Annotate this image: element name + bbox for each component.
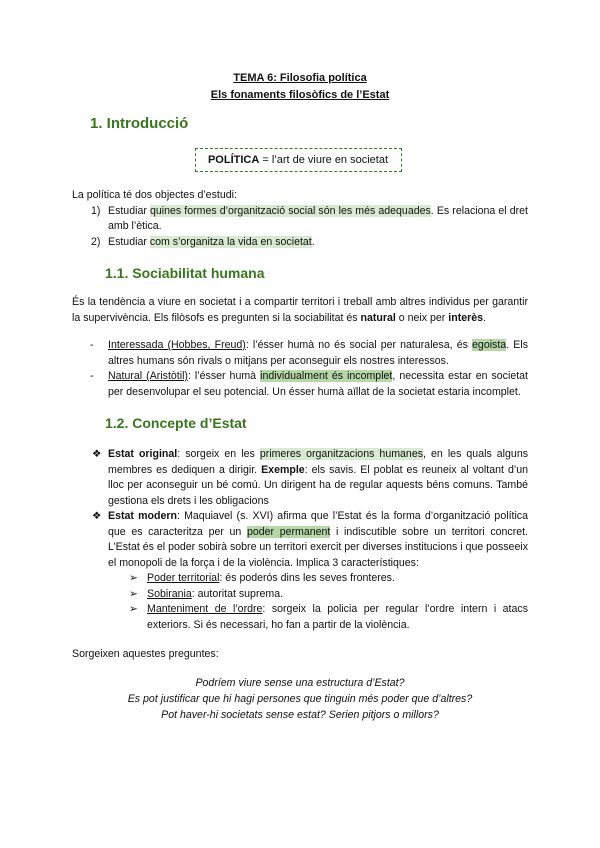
highlight: poder permanent <box>246 525 331 538</box>
highlight: quines formes d’organització social són les més adequades <box>149 204 431 217</box>
list-item <box>91 235 528 251</box>
document-title <box>72 70 528 104</box>
arrow-bullet-icon: ➢ <box>129 603 138 615</box>
definition-term: POLÍTICA <box>207 154 260 166</box>
arrow-bullet-icon: ➢ <box>129 572 138 584</box>
question: Es pot justificar que hi hagi persones que tinguin més poder que d’altres? <box>127 692 473 705</box>
question: Pot haver-hi societats sense estat? Serien pitjors o millors? <box>161 708 439 721</box>
item-label: Poder territorial <box>147 572 220 584</box>
heading-introduccio: 1. Introducció <box>90 115 189 132</box>
item-label: Manteniment de l’ordre <box>147 603 263 615</box>
text: o neix per <box>395 311 449 324</box>
list-item <box>129 571 528 587</box>
title-line-2: Els fonaments filosòfics de l’Estat <box>210 89 390 101</box>
definition-text: = l’art de viure en societat <box>259 154 389 166</box>
item-label: Interessada (Hobbes, Freud) <box>108 339 246 351</box>
text: Estudiar <box>108 235 150 248</box>
text: i indiscutible sobre un territori concret. L’Estat és el poder sobirà sobre un territori exercit per diverses institucions i que posseeix el monopoli de la força i de la violència. Implica 3 característiques: <box>108 525 528 569</box>
bold-text: interès <box>448 311 484 324</box>
text: : és poderós dins les seves fronteres. <box>219 572 395 584</box>
dash-marker: - <box>90 370 94 382</box>
bold-text: Exemple <box>261 463 305 476</box>
sociabilitat-paragraph <box>72 295 528 326</box>
question: Podríem viure sense una estructura d’Estat? <box>195 676 405 689</box>
list-item <box>129 602 528 633</box>
text: , necessita estar en societat per desenvolupar el seu potencial. Un ésser humà aïllat de la societat estaria incomplet. <box>108 370 529 398</box>
highlight: primeres organitzacions humanes <box>259 448 424 460</box>
estat-list <box>92 447 529 571</box>
caracteristiques-list <box>129 571 528 633</box>
list-item <box>92 447 529 509</box>
highlight: com s’organitza la vida en societat <box>149 235 312 248</box>
list-item <box>91 204 528 235</box>
item-label: Estat modern <box>108 510 177 522</box>
bold-text: natural <box>360 311 396 324</box>
arrow-bullet-icon: ➢ <box>129 587 138 600</box>
text: . <box>483 311 486 324</box>
text: : sorgeix en les <box>177 448 260 460</box>
list-item <box>92 509 528 571</box>
text: : Maquiavel (s. XVI) afirma que l’Estat és la forma d’organització política que es caracteritza per un <box>108 510 528 538</box>
title-line-1: TEMA 6: Filosofia política <box>233 72 367 84</box>
text: : els savis. El poblat es reuneix al voltant d’un lloc per aconseguir un bé comú. Un dirigent ha de regular aquests béns comuns. També gestiona els drets i les obligacions <box>108 463 528 507</box>
highlight: individualment és incomplet <box>260 370 393 382</box>
text: : autoritat suprema. <box>191 587 284 600</box>
list-marker: 1) <box>91 204 101 217</box>
dash-marker: - <box>90 339 94 351</box>
text: . <box>311 235 315 248</box>
list-marker: 2) <box>91 235 101 248</box>
text: : sorgeix la policia per regular l’ordre intern i atacs exteriors. Si és necessari, ho fan a partir de la violència. <box>147 603 528 631</box>
heading-sociabilitat: 1.1. Sociabilitat humana <box>105 265 265 281</box>
definition-box <box>195 148 402 172</box>
questions-intro: Sorgeixen aquestes preguntes: <box>72 648 219 660</box>
list-item <box>90 369 529 400</box>
list-item <box>90 338 528 369</box>
item-label: Natural (Aristòtil) <box>108 370 188 382</box>
questions <box>72 675 528 723</box>
highlight: egoista <box>472 339 507 351</box>
text: . Els altres humans són rivals o mitjans per aconseguir els nostres interessos. <box>108 339 528 367</box>
numbered-list <box>91 204 528 251</box>
diamond-bullet-icon: ❖ <box>92 448 102 460</box>
intro-text: La política té dos objectes d’estudi: <box>72 189 237 201</box>
item-label: Sobirania <box>147 587 192 600</box>
sociabilitat-list <box>90 338 529 400</box>
text: Estudiar <box>108 204 150 217</box>
list-item <box>129 587 528 603</box>
item-label: Estat original <box>108 448 178 460</box>
diamond-bullet-icon: ❖ <box>92 510 102 522</box>
heading-concepte-estat: 1.2. Concepte d’Estat <box>105 415 247 431</box>
text: . Es relaciona el dret amb l’ètica. <box>108 204 528 232</box>
text: , en les quals alguns membres es dediquen a dirigir. <box>108 448 529 476</box>
text: : l’ésser humà no és social per naturalesa, és <box>245 339 473 351</box>
text: És la tendència a viure en societat i a compartir territori i treball amb altres individus per garantir la supervivència. Els filòsofs es pregunten si la sociabilitat és <box>72 296 528 324</box>
text: : l’ésser humà <box>187 370 261 382</box>
